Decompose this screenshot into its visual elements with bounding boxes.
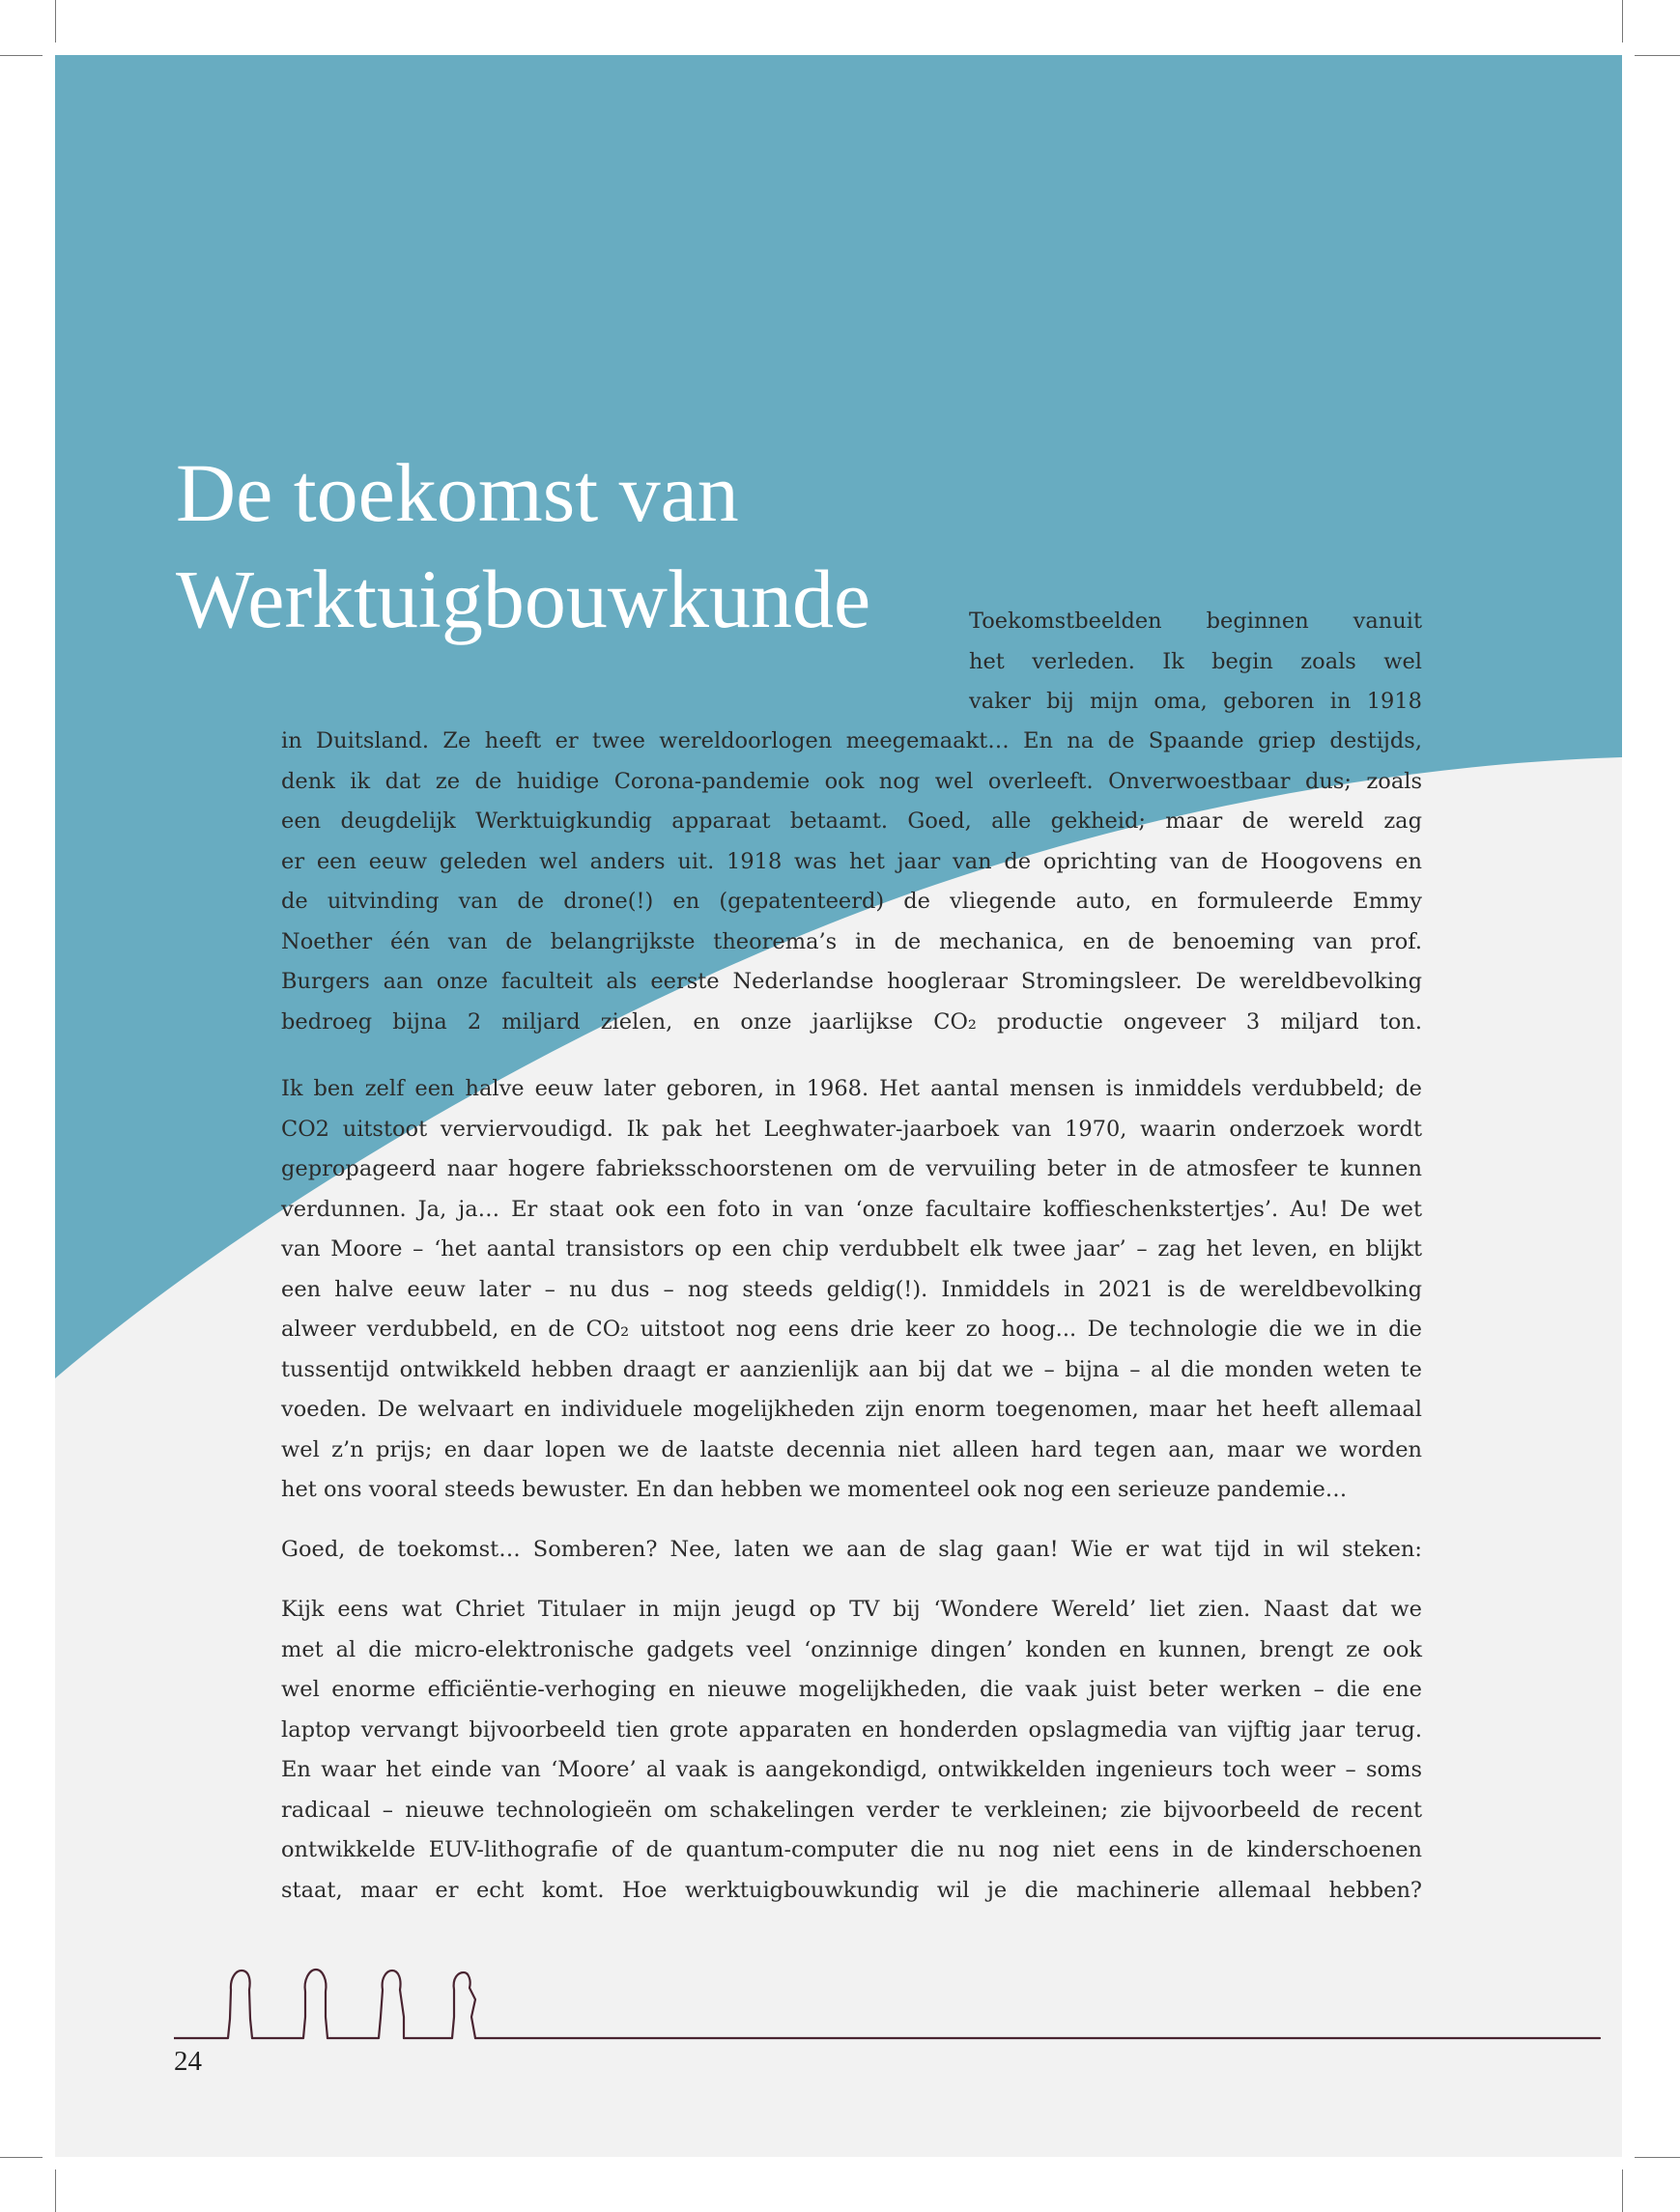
text-line: Goed, de toekomst… Somberen? Nee, laten we aan de slag gaan! Wie er wat tijd in wil steken:: [281, 1537, 1422, 1562]
text-line: het ons vooral steeds bewuster. En dan hebben we momenteel ook nog een serieuze pandemie…: [281, 1477, 1348, 1502]
title-line: Werktuigbouwkunde: [176, 553, 871, 645]
text-line: vaker bij mijn oma, geboren in 1918: [969, 689, 1422, 714]
text-line: En waar het einde van ‘Moore’ al vaak is aangekondigd, ontwikkelden ingenieurs toch weer – soms: [281, 1757, 1422, 1782]
figure-silhouette-icon: [327, 1971, 404, 2038]
footer-figures-rule: [174, 1961, 1604, 2048]
text-line: alweer verdubbeld, en de CO₂ uitstoot nog eens drie keer zo hoog... De technologie die we in die: [281, 1317, 1422, 1342]
text-line: een halve eeuw later – nu dus – nog steeds geldig(!). Inmiddels in 2021 is de wereldbevolking: [281, 1276, 1422, 1302]
crop-mark: [0, 55, 43, 56]
figure-silhouette-icon: [174, 1971, 252, 2038]
text-line: CO2 uitstoot verviervoudigd. Ik pak het Leeghwater-jaarboek van 1970, waarin onderzoek wordt: [281, 1116, 1422, 1142]
text-line: denk ik dat ze de huidige Corona-pandemie ook nog wel overleeft. Onverwoestbaar dus; zoals: [281, 768, 1422, 794]
title-line: De toekomst van: [176, 446, 739, 539]
text-line: voeden. De welvaart en individuele mogelijkheden zijn enorm toegenomen, maar het heeft allemaal: [281, 1397, 1422, 1422]
text-line: bedroeg bijna 2 miljard zielen, en onze jaarlijkse CO₂ productie ongeveer 3 miljard ton.: [281, 1008, 1422, 1035]
text-line: met al die micro-elektronische gadgets veel ‘onzinnige dingen’ konden en kunnen, brengt ze ook: [281, 1636, 1422, 1662]
paragraph-intro-top: [969, 602, 1422, 723]
text-line: Toekomstbeelden beginnen vanuit: [969, 609, 1422, 634]
text-line: staat, maar er echt komt. Hoe werktuigbouwkundig wil je die machinerie allemaal hebben?: [281, 1877, 1422, 1903]
text-line: een deugdelijk Werktuigkundig apparaat betaamt. Goed, alle gekheid; maar de wereld zag: [281, 808, 1422, 834]
text-line: in Duitsland. Ze heeft er twee wereldoorlogen meegemaakt… En na de Spaande griep destijds,: [281, 728, 1422, 753]
page-title: [176, 440, 1045, 652]
crop-mark: [1622, 0, 1623, 43]
crop-mark: [55, 2169, 56, 2212]
text-line: Noether één van de belangrijkste theorema’s in de mechanica, en de benoeming van prof.: [281, 928, 1422, 954]
text-line: gepropageerd naar hogere fabrieksschoorstenen om de vervuiling beter in de atmosfeer te kunnen: [281, 1156, 1422, 1181]
text-line: radicaal – nieuwe technologieën om schakelingen verder te verkleinen; zie bijvoorbeeld de recent: [281, 1797, 1422, 1823]
figure-silhouette-icon: [252, 1970, 327, 2038]
text-line: Ik ben zelf een halve eeuw later geboren, in 1968. Het aantal mensen is inmiddels verdubbeld; de: [281, 1076, 1422, 1101]
page: [55, 55, 1622, 2157]
text-line: verdunnen. Ja, ja… Er staat ook een foto in van ‘onze facultaire koffieschenkstertjes’. Au! De wet: [281, 1196, 1422, 1222]
text-line: wel enorme efficiëntie-verhoging en nieuwe mogelijkheden, die vaak juist beter werken – die ene: [281, 1677, 1422, 1702]
paragraph-intro: [281, 722, 1422, 1042]
text-line: tussentijd ontwikkeld hebben draagt er aanzienlijk aan bij dat we – bijna – al die monden weten te: [281, 1356, 1422, 1382]
crop-mark: [1635, 55, 1680, 56]
text-line: van Moore – ‘het aantal transistors op een chip verdubbelt elk twee jaar’ – zag het leven, en blijkt: [281, 1236, 1422, 1262]
text-line: Kijk eens wat Chriet Titulaer in mijn jeugd op TV bij ‘Wondere Wereld’ liet zien. Naast dat we: [281, 1597, 1422, 1622]
paragraph-third: [281, 1530, 1422, 1571]
text-line: wel z’n prijs; en daar lopen we de laatste decennia niet alleen hard tegen aan, maar we worden: [281, 1436, 1422, 1462]
text-line: laptop vervangt bijvoorbeeld tien grote apparaten en honderden opslagmedia van vijftig jaar terug.: [281, 1716, 1422, 1743]
crop-mark: [55, 0, 56, 43]
text-line: Burgers aan onze faculteit als eerste Nederlandse hoogleraar Stromingsleer. De wereldbevolking: [281, 969, 1422, 994]
paragraph-fourth: [281, 1590, 1422, 1911]
paragraph-second: [281, 1069, 1422, 1511]
text-line: ontwikkelde EUV-lithografie of de quantum-computer die nu nog niet eens in de kinderschoenen: [281, 1837, 1422, 1862]
text-line: de uitvinding van de drone(!) en (gepatenteerd) de vliegende auto, en formuleerde Emmy: [281, 889, 1422, 914]
crop-mark: [0, 2157, 43, 2158]
text-line: er een eeuw geleden wel anders uit. 1918 was het jaar van de oprichting van de Hoogovens en: [281, 848, 1422, 874]
crop-mark: [1622, 2169, 1623, 2212]
page-number: 24: [174, 2046, 202, 2077]
figure-silhouette-icon: [404, 1972, 475, 2038]
text-line: het verleden. Ik begin zoals wel: [969, 648, 1422, 674]
crop-mark: [1635, 2157, 1680, 2158]
